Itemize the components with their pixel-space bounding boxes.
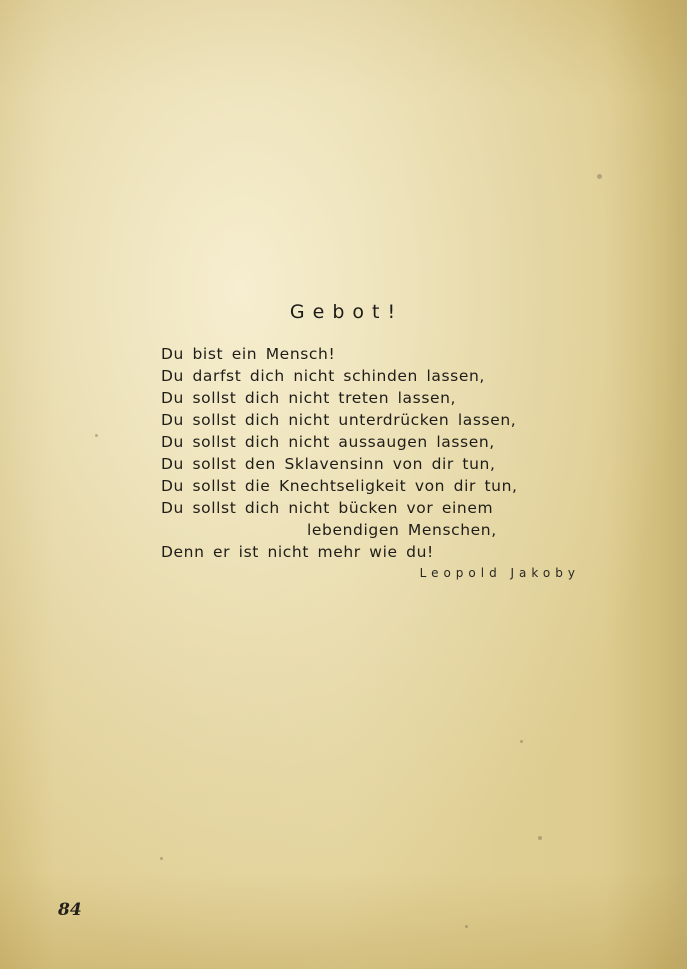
poem-line: Du sollst die Knechtseligkeit von dir tun,: [161, 477, 518, 495]
poem-line: Du bist ein Mensch!: [161, 345, 336, 363]
poem-line: Du sollst dich nicht aussaugen lassen,: [161, 433, 495, 451]
paper-speck: [465, 925, 468, 928]
poem-line: Du sollst dich nicht treten lassen,: [161, 389, 457, 407]
poem-body: [161, 343, 601, 563]
poem-line-continuation: lebendigen Menschen,: [307, 521, 497, 539]
paper-speck: [597, 174, 602, 179]
poem-line: Du darfst dich nicht schinden lassen,: [161, 367, 485, 385]
poem-line: Denn er ist nicht mehr wie du!: [161, 543, 434, 561]
poem-author: Leopold Jakoby: [419, 566, 580, 580]
page-number: 84: [58, 900, 82, 920]
page-edge-shadow: [665, 0, 687, 969]
poem-line: Du sollst dich nicht bücken vor einem: [161, 499, 494, 517]
paper-speck: [538, 836, 542, 840]
paper-speck: [160, 857, 163, 860]
paper-speck: [520, 740, 523, 743]
poem-title: Gebot!: [289, 301, 404, 323]
poem-line: Du sollst dich nicht unterdrücken lassen,: [161, 411, 517, 429]
paper-speck: [95, 434, 98, 437]
poem-line: Du sollst den Sklavensinn von dir tun,: [161, 455, 496, 473]
